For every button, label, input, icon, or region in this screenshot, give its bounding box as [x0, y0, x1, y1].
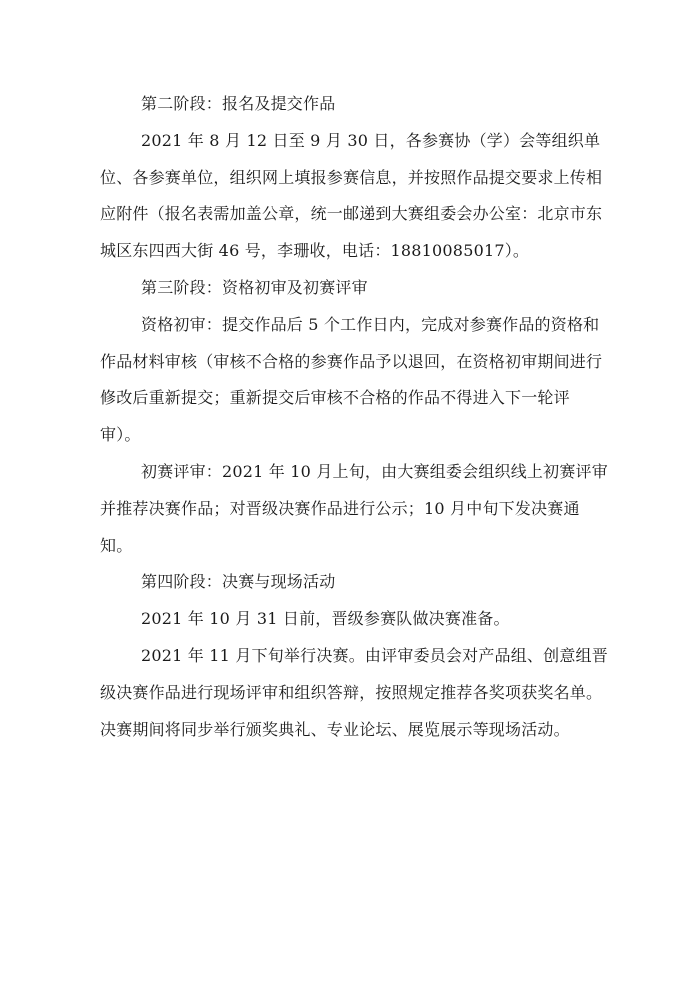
stage-four-heading: 第四阶段：决赛与现场活动 [141, 572, 336, 592]
preliminary-review-paragraph: 初赛评审：2021 年 10 月上旬，由大赛组委会组织线上初赛评审并推荐决赛作品；对晋级决赛作品进行公示；10 月中旬下发决赛通知。 [100, 461, 608, 555]
final-event-paragraph: 2021 年 11 月下旬举行决赛。由评审委员会对产品组、创意组晋级决赛作品进行现场评审和组织答辩，按照规定推荐各奖项获奖名单。决赛期间将同步举行颁奖典礼、专业论坛、展览展示等现场活动。 [100, 645, 608, 739]
final-preparation-paragraph: 2021 年 10 月 31 日前，晋级参赛队做决赛准备。 [141, 609, 510, 629]
stage-two-description: 2021 年 8 月 12 日至 9 月 30 日，各参赛协（学）会等组织单位、各参赛单位，组织网上填报参赛信息，并按照作品提交要求上传相应附件（报名表需加盖公章，统一邮递到大赛组委会办公室：北京市东城区东四西大街 46 号，李珊收，电话：18810085017）。 [100, 130, 603, 261]
stage-two-heading: 第二阶段：报名及提交作品 [141, 94, 336, 113]
qualification-review-paragraph: 资格初审：提交作品后 5 个工作日内，完成对参赛作品的资格和作品材料审核（审核不合格的参赛作品予以退回，在资格初审期间进行修改后重新提交；重新提交后审核不合格的作品不得进入下一轮评审）。 [100, 314, 603, 445]
stage-three-heading: 第三阶段：资格初审及初赛评审 [141, 277, 368, 297]
document-body [100, 86, 608, 748]
